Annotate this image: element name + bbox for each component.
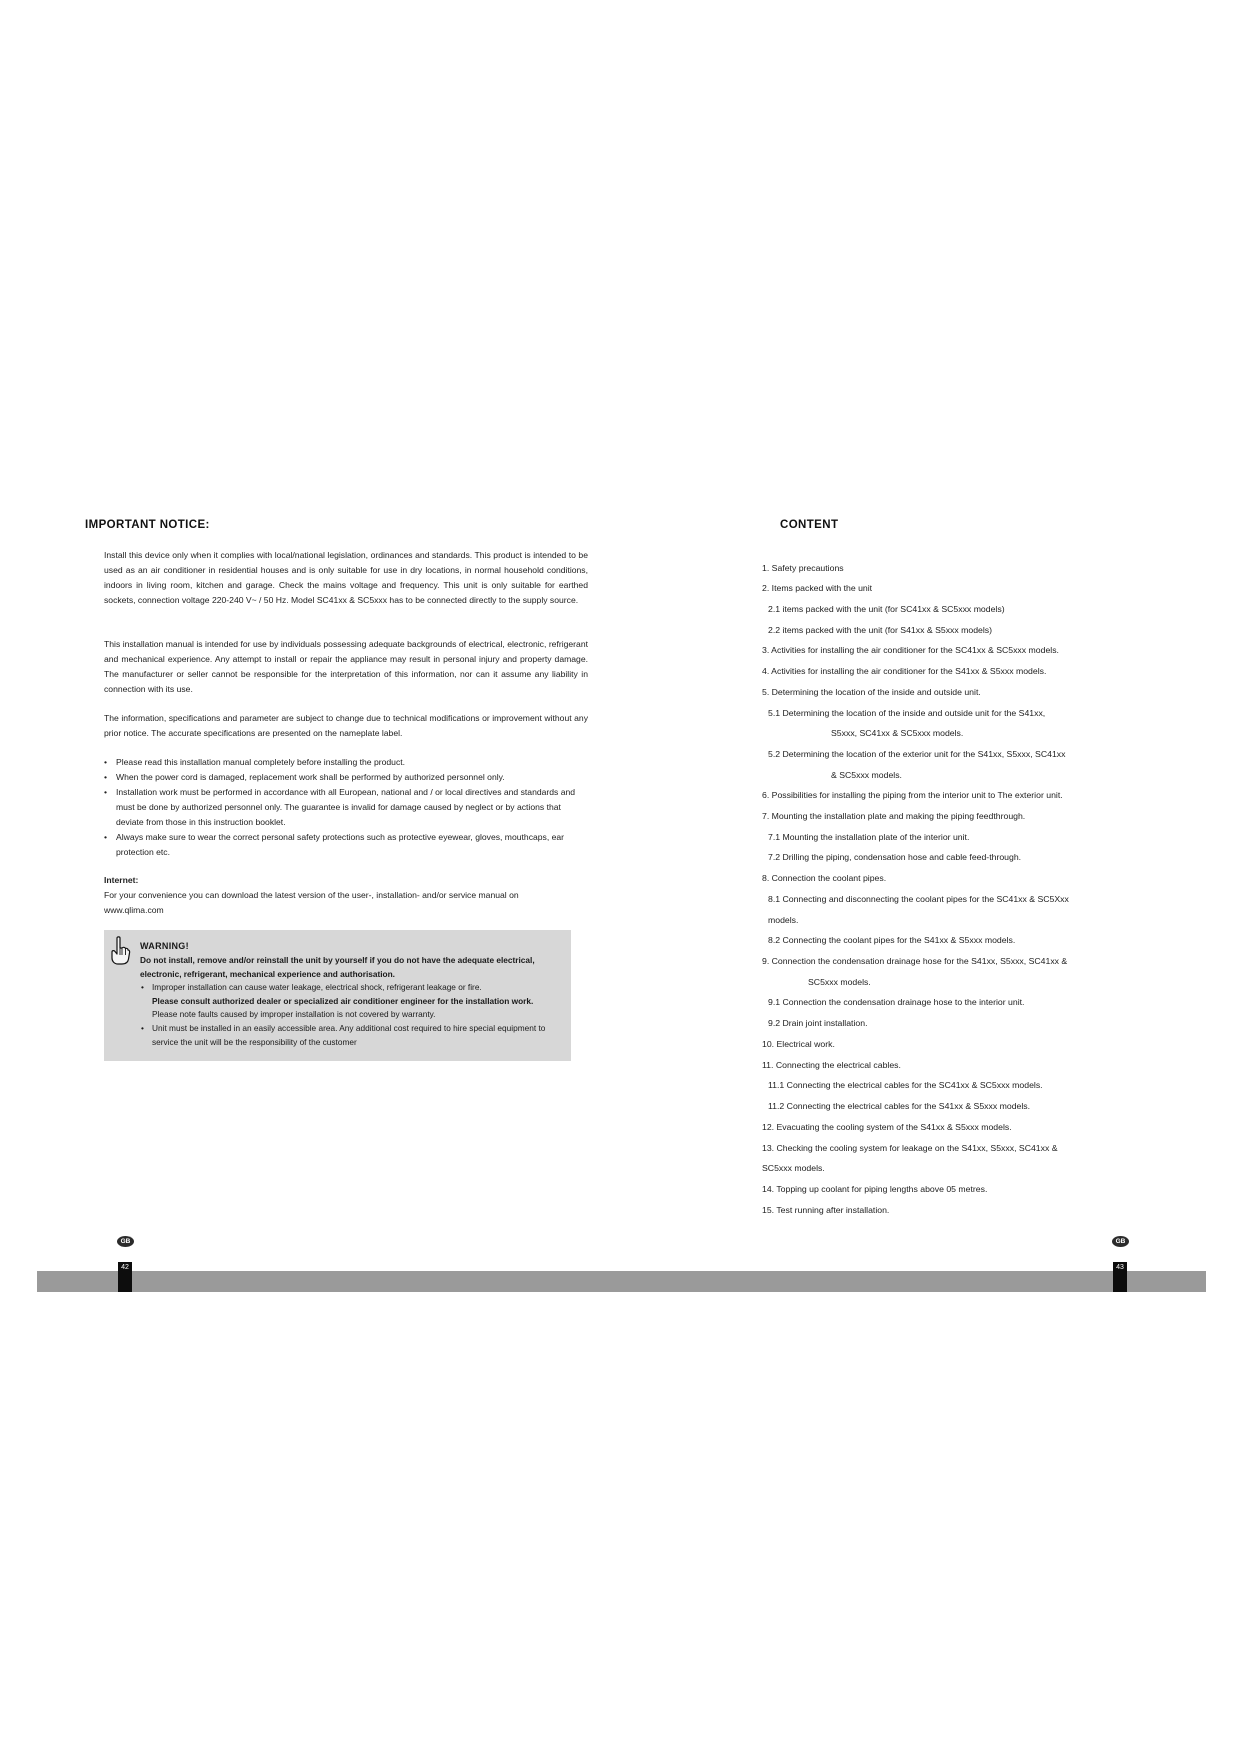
toc-entry[interactable]: 11.2 Connecting the electrical cables for the S41xx & S5xxx models. [768,1101,1031,1111]
warning-title: WARNING! [140,941,189,951]
warning-bullet: • Unit must be installed in an easily accessible area. Any additional cost required to hire special equipment to service the unit will be the responsibility of the customer [141,1022,546,1047]
toc-entry[interactable]: 8.1 Connecting and disconnecting the coolant pipes for the SC41xx & SC5Xxx [768,894,1069,904]
toc-entry[interactable]: 1. Safety precautions [762,563,844,573]
toc-entry[interactable]: 6. Possibilities for installing the piping from the interior unit to The exterior unit. [762,790,1063,800]
internet-text: For your convenience you can download the latest version of the user-, installation- and/or service manual on www.qlima.com [104,890,519,915]
page-number-left: 42 [118,1262,132,1292]
toc-entry[interactable]: 11.1 Connecting the electrical cables for the SC41xx & SC5xxx models. [768,1080,1043,1090]
toc-entry[interactable]: 2.1 items packed with the unit (for SC41xx & SC5xxx models) [768,604,1005,614]
page-number-right: 43 [1113,1262,1127,1292]
toc-entry[interactable]: 2. Items packed with the unit [762,583,873,593]
warning-bullet-text: Please consult authorized dealer or specialized air conditioner engineer for the installation work. [152,995,534,1006]
warning-bullet-text: Please note faults caused by improper installation is not covered by warranty. [152,1009,436,1020]
toc-entry[interactable]: 7.2 Drilling the piping, condensation hose and cable feed-through. [768,852,1022,862]
toc-entry[interactable]: 13. Checking the cooling system for leakage on the S41xx, S5xxx, SC41xx & [762,1143,1058,1153]
toc-entry[interactable]: 3. Activities for installing the air conditioner for the SC41xx & SC5xxx models. [762,645,1059,655]
toc-entry[interactable]: 8. Connection the coolant pipes. [762,873,887,883]
toc-entry[interactable]: 9.1 Connection the condensation drainage hose to the interior unit. [768,997,1025,1007]
toc-entry[interactable]: 5.2 Determining the location of the exterior unit for the S41xx, S5xxx, SC41xx [768,749,1066,759]
toc-entry[interactable]: 9.2 Drain joint installation. [768,1018,868,1028]
toc-entry[interactable]: 5. Determining the location of the inside and outside unit. [762,687,981,697]
toc-entry[interactable]: 14. Topping up coolant for piping lengths above 05 metres. [762,1184,988,1194]
toc-entry[interactable]: models. [768,915,799,925]
toc-entry[interactable]: 4. Activities for installing the air conditioner for the S41xx & S5xxx models. [762,666,1047,676]
toc-entry[interactable]: 8.2 Connecting the coolant pipes for the S41xx & S5xxx models. [768,935,1016,945]
toc-entry[interactable]: 7. Mounting the installation plate and making the piping feedthrough. [762,811,1026,821]
content-heading: CONTENT [780,519,839,531]
toc-entry[interactable]: 5.1 Determining the location of the inside and outside unit for the S41xx, [768,708,1046,718]
notice-paragraph-2: This installation manual is intended for use by individuals possessing adequate backgrounds of electrical, electronic, refrigerant and mechanical experience. Any attempt to install or repair the appliance may result in personal injury and property damage. The manufacturer or seller cannot be responsible for the interpretation of this information, nor can it assume any liability in connection with its use. [104,639,588,694]
toc-entry[interactable]: 9. Connection the condensation drainage hose for the S41xx, S5xxx, SC41xx & [762,956,1068,966]
warning-bullet-text: Unit must be installed in an easily accessible area. Any additional cost required to hire special equipment to service the unit will be the responsibility of the customer [152,1022,546,1047]
toc-entry[interactable]: S5xxx, SC41xx & SC5xxx models. [831,728,964,738]
warning-bullet: • Improper installation can cause water leakage, electrical shock, refrigerant leakage or fire. Please consult authorized dealer or specialized air conditioner engineer for the installation work. Please note faults caused by improper installation is not covered by warranty. [141,982,534,1020]
bullet-item: • Always make sure to wear the correct personal safety protections such as protective eyewear, gloves, mouthcaps, ear protection etc. [104,830,578,860]
language-badge: GB [1112,1236,1129,1247]
warning-intro: Do not install, remove and/or reinstall the unit by yourself if you do not have the adequate electrical, electronic, refrigerant, mechanical experience and authorisation. [140,955,535,979]
toc-entry[interactable]: 10. Electrical work. [762,1039,835,1049]
toc-entry[interactable]: 2.2 items packed with the unit (for S41xx & S5xxx models) [768,625,993,635]
toc-entry[interactable]: 15. Test running after installation. [762,1205,890,1215]
language-badge: GB [117,1236,134,1247]
toc-entry[interactable]: 11. Connecting the electrical cables. [762,1060,901,1070]
bullet-item: • Installation work must be performed in accordance with all European, national and / or local directives and standards and must be done by authorized personnel only. The guarantee is invalid for damage caused by neglect or by actions that deviate from those in this instruction booklet. [104,785,578,830]
notice-paragraph-3: The information, specifications and parameter are subject to change due to technical modifications or improvement without any prior notice. The accurate specifications are presented on the nameplate label. [104,713,588,738]
warning-bullet-text: Improper installation can cause water leakage, electrical shock, refrigerant leakage or fire. [152,982,482,993]
toc-entry[interactable]: 7.1 Mounting the installation plate of the interior unit. [768,832,970,842]
bullet-item: • When the power cord is damaged, replacement work shall be performed by authorized personnel only. [104,770,578,785]
notice-paragraph-1: Install this device only when it complies with local/national legislation, ordinances and standards. This product is intended to be used as an air conditioner in residential houses and is only suitable for use in dry locations, in normal household conditions, indoors in living room, kitchen and garage. Check the mains voltage and frequency. This unit is only suitable for earthed sockets, connection voltage 220-240 V~ / 50 Hz. Model SC41xx & SC5xxx has to be connected directly to the supply source. [104,550,588,605]
toc-entry[interactable]: SC5xxx models. [762,1163,825,1173]
important-notice-heading: IMPORTANT NOTICE: [85,519,210,531]
toc-entry[interactable]: & SC5xxx models. [831,770,902,780]
internet-label: Internet: [104,875,139,885]
footer-bar [37,1271,1206,1292]
bullet-item: • Please read this installation manual completely before installing the product. [104,755,578,770]
toc-entry[interactable]: 12. Evacuating the cooling system of the S41xx & S5xxx models. [762,1122,1012,1132]
toc-entry[interactable]: SC5xxx models. [808,977,871,987]
